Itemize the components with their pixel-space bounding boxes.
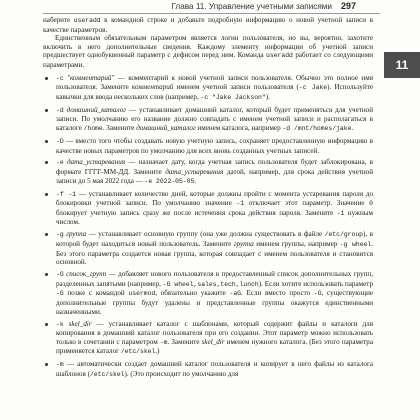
inline-code: useradd: [266, 52, 293, 60]
inline-code: -d: [56, 106, 64, 114]
bullet-icon: [45, 140, 48, 143]
text-run: . Если вместо просто: [241, 289, 314, 298]
text-run: .): [155, 347, 160, 356]
option-item: [43, 106, 373, 134]
inline-code: -c "Jake Jackson": [200, 93, 266, 101]
text-run: — добавляет нового пользователя в предоставленный список дополнительных групп, разделенных запятыми (например,: [56, 270, 373, 288]
inline-code: /home: [83, 124, 103, 132]
placeholder-term: комментарий: [131, 83, 174, 92]
bullet-icon: [45, 193, 48, 196]
placeholder-term: skel_dir: [68, 319, 92, 328]
text-run: отключает этот параметр. Значение: [244, 199, 370, 208]
bullet-icon: [45, 161, 48, 164]
text-run: Единственным обязательным параметром является логин пользователя, но вы, вероятно, захотите включить в него дополнительные сведения. Каждому элементу информации об учетной записи предшествует однобуквенный параметр с дефисом перед ним. Команда: [43, 34, 373, 60]
text-run: позже с командой: [63, 289, 129, 298]
text-run: . Замените: [167, 337, 202, 346]
text-run: блокирует учетную запись сразу же после истечения срока действия пароля. Замените: [56, 208, 337, 217]
option-item: [43, 230, 373, 266]
text-run: наберите: [43, 16, 74, 24]
placeholder-term: группа: [233, 240, 254, 249]
option-item: [43, 320, 373, 357]
inline-code: usermod: [128, 290, 156, 298]
bullet-icon: [45, 363, 48, 366]
inline-code: -g: [56, 231, 64, 239]
text-run: ).: [265, 92, 270, 101]
text-run: — автоматически создает домашний каталог пользователя и копирует в него файлы из каталога шаблонов (: [56, 360, 373, 378]
inline-code: -d /mnt/homes/jake: [282, 124, 352, 132]
inline-code: -G: [56, 290, 64, 298]
text-run: . Замените: [102, 123, 137, 132]
text-run: ). Если хотите использовать параметр: [258, 279, 373, 288]
intro-paragraph-1: [43, 16, 373, 34]
inline-code: -e: [56, 159, 64, 167]
bullet-icon: [45, 109, 48, 112]
option-item: [43, 74, 373, 103]
option-item: [43, 270, 373, 316]
option-item: [43, 360, 373, 379]
inline-code: useradd: [73, 17, 101, 24]
bullet-icon: [45, 77, 48, 80]
bullet-icon: [45, 273, 48, 276]
inline-code: -G wheel,sales,tech,lunch: [162, 280, 259, 288]
text-run: , обязательно укажите: [155, 289, 230, 298]
placeholder-term: дата_устаревания: [165, 168, 224, 177]
text-run: — комментарий к новой учетной записи пользователя. Обычно это полное имя пользователя. Замените: [56, 73, 373, 92]
bullet-icon: [45, 233, 48, 236]
text-run: — устанавливает каталог с шаблонами, который содержит файлы и каталоги для копирования в домашний каталог пользователя при его создании. Этот параметр можно использовать только в сочетании с параметром: [56, 319, 373, 346]
inline-code: /etc/skel: [120, 348, 156, 356]
inline-code: -1: [336, 209, 345, 217]
text-run: работает со следующими параметрами.: [43, 51, 373, 69]
placeholder-term: дата_устаревания: [66, 158, 126, 167]
page-header: [0, 0, 420, 16]
text-run: — устанавливает домашний каталог, который будет применяться для учетной записи. По умолчанию его название должно совпадать с именем учетной записи и располагаться в каталоге: [56, 105, 373, 132]
inline-code: /etc/skel: [89, 370, 125, 378]
text-run: в командной строке и добавьте подробную информацию о новой учетной записи в качестве параметров.: [43, 16, 373, 34]
page-body: [43, 16, 373, 383]
text-run: ). (Это происходит по умолчанию для: [124, 369, 239, 378]
inline-code: 0: [369, 200, 373, 208]
inline-code: -k: [56, 320, 64, 328]
text-run: именем нужного каталога. (Без этого параметра применяется каталог: [56, 337, 373, 356]
inline-code: -G: [56, 271, 64, 279]
text-run: именем учетной записи пользователя (: [173, 83, 299, 92]
text-run: датой, например, для срока действия учетной записи до 5 мая 2022 года —: [56, 168, 373, 185]
option-item: [43, 137, 373, 155]
header-rule: [43, 13, 380, 14]
options-list: [43, 74, 373, 380]
text-run: — устанавливает основную группу (она уже должна существовать в файле: [86, 230, 325, 239]
text-run: .: [194, 176, 197, 185]
text-run: именем группы, например: [253, 240, 340, 249]
text-run: — устанавливает количество дней, которые должны пройти с момента устаревания пароля до блокировки учетной записи. По умолчанию значение: [56, 189, 373, 208]
placeholder-term: домашний_каталог: [136, 123, 196, 132]
page-number: 297: [340, 1, 356, 11]
text-run: именем каталога, например: [195, 123, 283, 132]
option-item: [43, 190, 373, 227]
text-run: ). Используйте кавычки для ввода нескольких слов (например,: [56, 83, 373, 101]
chapter-tab: 11: [384, 52, 420, 78]
inline-code: -c Jake: [298, 84, 328, 92]
text-run: .: [351, 123, 354, 132]
inline-code: -m: [159, 338, 168, 346]
text-run: — назначает дату, когда учетная запись пользователя будет заблокирована, в формате ГГГГ-ММ-ДД. Замените: [56, 158, 373, 177]
text-run: , существующие дополнительные группы будут удалены и представленные группы окажутся единственными назначенными.: [56, 289, 374, 316]
intro-paragraph-2: [43, 34, 373, 69]
text-run: ), в которой будет находиться новый пользователь. Замените: [56, 230, 373, 249]
bullet-icon: [45, 323, 48, 326]
option-item: [43, 158, 373, 186]
text-run: . Без этого параметра создается новая группа, которая совпадает с именем пользователя и становится основной.: [56, 240, 373, 267]
inline-code: /etc/group: [324, 231, 363, 239]
text-run: — вместо того чтобы создавать новую учетную запись, сохраняет предоставленную информацию в качестве новых параметров по умолчанию для всех вновь созданных учетных записей.: [56, 136, 373, 155]
inline-code: -G: [313, 290, 322, 298]
inline-code: -g wheel: [339, 241, 372, 249]
inline-code: -e 2022-05-05: [144, 177, 195, 185]
text-run: нужным числом.: [56, 208, 373, 227]
placeholder-term: "комментарий": [67, 73, 115, 82]
inline-code: -f -1: [56, 190, 77, 198]
inline-code: -c: [56, 74, 64, 82]
placeholder-term: домашний_каталог: [66, 105, 127, 114]
inline-code: -m: [56, 361, 64, 369]
placeholder-term: список_групп: [66, 270, 107, 279]
inline-code: -1: [236, 200, 245, 208]
placeholder-term: группа: [66, 230, 87, 239]
inline-code: -D: [56, 137, 64, 145]
chapter-title: Глава 11. Управление учетными записями: [171, 2, 332, 11]
placeholder-term: skel_dir: [201, 337, 225, 346]
inline-code: -aG: [229, 290, 241, 298]
